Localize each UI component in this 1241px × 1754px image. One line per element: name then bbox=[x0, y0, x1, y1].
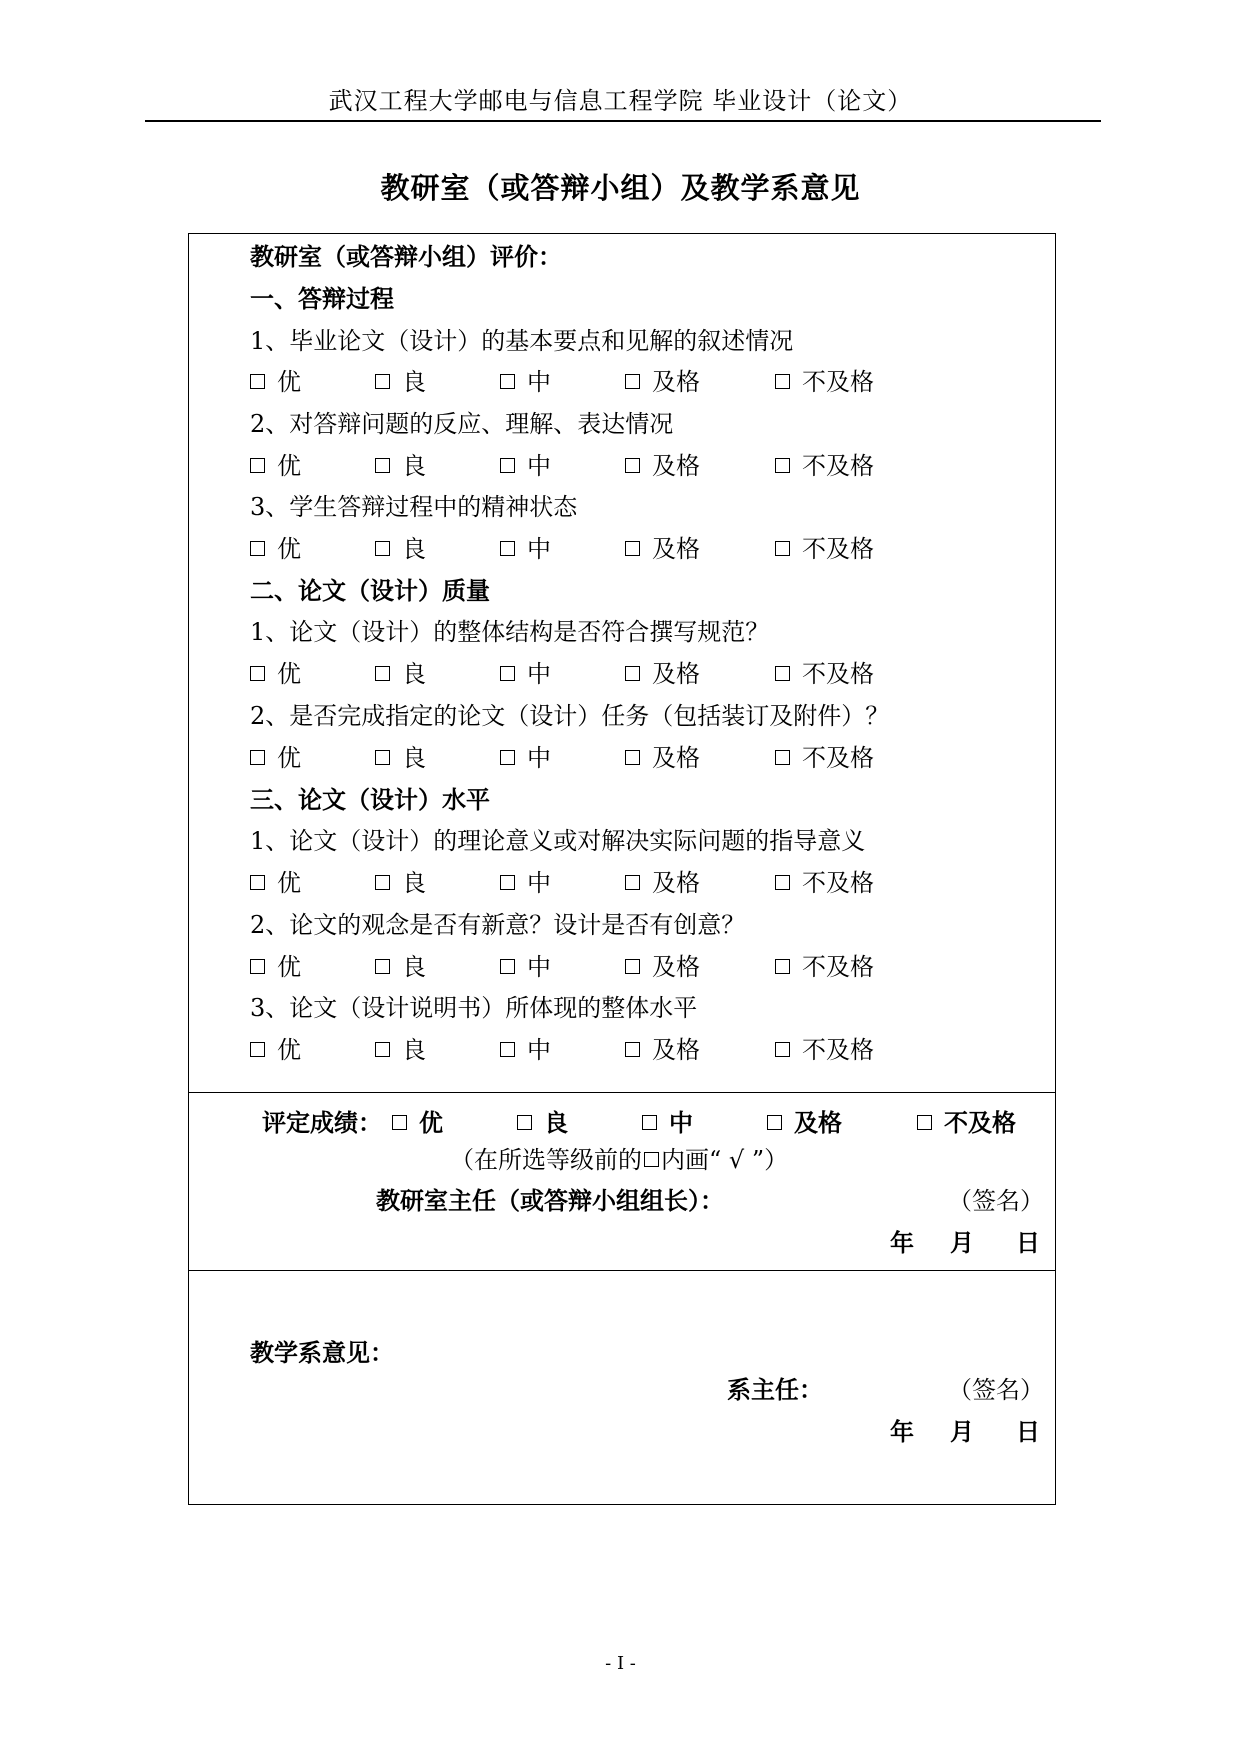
grade-instruction-note bbox=[450, 1145, 788, 1175]
checkbox-icon[interactable] bbox=[375, 666, 390, 681]
checkbox-icon[interactable] bbox=[500, 1042, 515, 1057]
director-signature: （签名） bbox=[948, 1187, 1044, 1215]
criterion-item: 2、论文的观念是否有新意？设计是否有创意？ bbox=[250, 911, 746, 939]
grade-option[interactable] bbox=[625, 1035, 700, 1065]
grade-option[interactable] bbox=[500, 367, 551, 397]
table-divider-1 bbox=[188, 1092, 1056, 1093]
grade-option-label: 良 bbox=[402, 535, 426, 563]
grade-option[interactable] bbox=[775, 868, 874, 898]
checkbox-icon[interactable] bbox=[250, 541, 265, 556]
grade-option[interactable] bbox=[250, 534, 301, 564]
checkbox-icon[interactable] bbox=[250, 750, 265, 765]
checkbox-icon[interactable] bbox=[775, 374, 790, 389]
checkbox-icon[interactable] bbox=[625, 959, 640, 974]
grade-option-label: 良 bbox=[402, 1036, 426, 1064]
grade-option-label: 及格 bbox=[652, 1036, 700, 1064]
final-grade-option-label: 良 bbox=[544, 1108, 568, 1137]
checkbox-icon[interactable] bbox=[375, 959, 390, 974]
grade-option-label: 及格 bbox=[652, 953, 700, 981]
grade-option[interactable] bbox=[375, 952, 426, 982]
grade-option-label: 优 bbox=[277, 953, 301, 981]
checkbox-icon[interactable] bbox=[775, 541, 790, 556]
date-month: 月 bbox=[950, 1228, 974, 1257]
grade-option-label: 良 bbox=[402, 368, 426, 396]
grade-option-label: 中 bbox=[527, 869, 551, 897]
grade-option-label: 及格 bbox=[652, 869, 700, 897]
checkbox-icon[interactable] bbox=[500, 541, 515, 556]
header-rule bbox=[145, 120, 1101, 122]
grade-option-label: 不及格 bbox=[802, 1036, 874, 1064]
grade-option[interactable] bbox=[375, 868, 426, 898]
checkbox-icon[interactable] bbox=[775, 458, 790, 473]
checkbox-icon[interactable] bbox=[375, 750, 390, 765]
grade-option-label: 及格 bbox=[652, 660, 700, 688]
grade-option-label: 良 bbox=[402, 869, 426, 897]
grade-option-label: 良 bbox=[402, 660, 426, 688]
checkbox-icon[interactable] bbox=[775, 875, 790, 890]
checkbox-icon[interactable] bbox=[517, 1115, 532, 1130]
checkbox-icon[interactable] bbox=[375, 1042, 390, 1057]
page-number: - I - bbox=[605, 1653, 636, 1674]
grade-option-label: 优 bbox=[277, 869, 301, 897]
checkbox-icon[interactable] bbox=[775, 666, 790, 681]
checkbox-icon[interactable] bbox=[625, 666, 640, 681]
grade-option-label: 优 bbox=[277, 744, 301, 772]
checkbox-icon[interactable] bbox=[250, 666, 265, 681]
grade-option-label: 不及格 bbox=[802, 535, 874, 563]
grade-option[interactable] bbox=[500, 534, 551, 564]
criterion-item: 1、论文（设计）的理论意义或对解决实际问题的指导意义 bbox=[250, 827, 866, 855]
grade-option[interactable] bbox=[250, 367, 301, 397]
final-grade-label: 评定成绩： bbox=[262, 1108, 382, 1137]
final-grade-option[interactable] bbox=[767, 1107, 842, 1139]
checkbox-icon[interactable] bbox=[625, 875, 640, 890]
grade-option-label: 及格 bbox=[652, 744, 700, 772]
section-title: 二、论文（设计）质量 bbox=[250, 576, 490, 605]
criterion-item: 3、学生答辩过程中的精神状态 bbox=[250, 493, 578, 521]
checkbox-icon[interactable] bbox=[642, 1115, 657, 1130]
grade-option-label: 中 bbox=[527, 744, 551, 772]
grade-option-label: 不及格 bbox=[802, 953, 874, 981]
section-title: 三、论文（设计）水平 bbox=[250, 785, 490, 814]
grade-option-label: 优 bbox=[277, 452, 301, 480]
checkbox-icon[interactable] bbox=[775, 959, 790, 974]
checkbox-icon[interactable] bbox=[375, 541, 390, 556]
grade-option[interactable] bbox=[625, 451, 700, 481]
grade-option-label: 中 bbox=[527, 452, 551, 480]
checkbox-icon[interactable] bbox=[250, 458, 265, 473]
grade-option[interactable] bbox=[625, 659, 700, 689]
grade-option-label: 中 bbox=[527, 953, 551, 981]
grade-option-label: 及格 bbox=[652, 368, 700, 396]
checkbox-icon[interactable] bbox=[375, 374, 390, 389]
checkbox-icon[interactable] bbox=[392, 1115, 407, 1130]
checkbox-icon[interactable] bbox=[625, 1042, 640, 1057]
grade-option-label: 不及格 bbox=[802, 660, 874, 688]
criterion-item: 2、是否完成指定的论文（设计）任务（包括装订及附件）？ bbox=[250, 702, 890, 730]
grade-option-label: 中 bbox=[527, 368, 551, 396]
grade-option-label: 良 bbox=[402, 452, 426, 480]
checkbox-icon[interactable] bbox=[500, 666, 515, 681]
checkbox-icon[interactable] bbox=[500, 458, 515, 473]
grade-option[interactable] bbox=[775, 451, 874, 481]
grade-option-label: 良 bbox=[402, 953, 426, 981]
grade-option[interactable] bbox=[775, 534, 874, 564]
checkbox-icon[interactable] bbox=[625, 750, 640, 765]
checkbox-icon[interactable] bbox=[375, 458, 390, 473]
grade-option[interactable] bbox=[625, 367, 700, 397]
grade-option[interactable] bbox=[250, 952, 301, 982]
checkbox-icon[interactable] bbox=[917, 1115, 932, 1130]
grade-options-row bbox=[250, 952, 950, 982]
grade-option-label: 不及格 bbox=[802, 744, 874, 772]
grade-options-row bbox=[250, 367, 950, 397]
grade-options-row bbox=[250, 1035, 950, 1065]
grade-option[interactable] bbox=[250, 659, 301, 689]
final-grade-option-label: 优 bbox=[419, 1108, 443, 1137]
checkbox-icon[interactable] bbox=[250, 1042, 265, 1057]
checkbox-icon[interactable] bbox=[500, 875, 515, 890]
final-grade-option[interactable] bbox=[917, 1107, 1016, 1139]
grade-option[interactable] bbox=[775, 743, 874, 773]
checkbox-icon[interactable] bbox=[775, 1042, 790, 1057]
grade-option[interactable] bbox=[775, 952, 874, 982]
department-head-label: 系主任： bbox=[727, 1375, 823, 1404]
grade-option[interactable] bbox=[250, 868, 301, 898]
note-suffix: 内画“ √ ”） bbox=[661, 1146, 789, 1174]
grade-option-label: 优 bbox=[277, 1036, 301, 1064]
checkbox-icon[interactable] bbox=[625, 374, 640, 389]
checkbox-icon[interactable] bbox=[625, 541, 640, 556]
grade-option-label: 优 bbox=[277, 660, 301, 688]
final-grade-option[interactable] bbox=[642, 1107, 693, 1139]
grade-option[interactable] bbox=[500, 451, 551, 481]
grade-option-label: 中 bbox=[527, 660, 551, 688]
grade-option-label: 及格 bbox=[652, 535, 700, 563]
grade-option[interactable] bbox=[500, 1035, 551, 1065]
checkbox-icon[interactable] bbox=[500, 374, 515, 389]
date-year: 年 bbox=[890, 1228, 914, 1257]
note-prefix: （在所选等级前的 bbox=[450, 1146, 642, 1174]
grade-option[interactable] bbox=[250, 743, 301, 773]
grade-option[interactable] bbox=[375, 367, 426, 397]
checkbox-icon[interactable] bbox=[767, 1115, 782, 1130]
grade-option[interactable] bbox=[625, 952, 700, 982]
grade-option-label: 及格 bbox=[652, 452, 700, 480]
grade-option[interactable] bbox=[500, 743, 551, 773]
checkbox-icon[interactable] bbox=[500, 750, 515, 765]
director-label: 教研室主任（或答辩小组组长）： bbox=[376, 1186, 724, 1215]
grade-option[interactable] bbox=[375, 1035, 426, 1065]
criterion-item: 3、论文（设计说明书）所体现的整体水平 bbox=[250, 994, 698, 1022]
grade-option[interactable] bbox=[775, 1035, 874, 1065]
criterion-item: 1、论文（设计）的整体结构是否符合撰写规范？ bbox=[250, 618, 770, 646]
checkbox-icon[interactable] bbox=[500, 959, 515, 974]
final-grade-option-label: 中 bbox=[669, 1108, 693, 1137]
grade-option[interactable] bbox=[250, 451, 301, 481]
grade-option[interactable] bbox=[625, 868, 700, 898]
grade-option-label: 中 bbox=[527, 1036, 551, 1064]
grade-option[interactable] bbox=[250, 1035, 301, 1065]
grade-option[interactable] bbox=[500, 952, 551, 982]
final-grade-option[interactable] bbox=[517, 1107, 568, 1139]
grade-options-row bbox=[250, 451, 950, 481]
document-title: 教研室（或答辩小组）及教学系意见 bbox=[380, 171, 861, 205]
final-grade-option[interactable] bbox=[392, 1107, 443, 1139]
dept-date-day: 日 bbox=[1016, 1417, 1040, 1446]
checkbox-icon[interactable] bbox=[775, 750, 790, 765]
grade-option[interactable] bbox=[500, 868, 551, 898]
checkbox-icon[interactable] bbox=[250, 875, 265, 890]
grade-options-row bbox=[250, 659, 950, 689]
grade-option[interactable] bbox=[775, 367, 874, 397]
grade-options-row bbox=[250, 868, 950, 898]
section-title: 一、答辩过程 bbox=[250, 284, 394, 313]
checkbox-icon[interactable] bbox=[250, 959, 265, 974]
grade-option-label: 不及格 bbox=[802, 368, 874, 396]
final-grade-row bbox=[262, 1107, 1042, 1139]
checkbox-icon[interactable] bbox=[250, 374, 265, 389]
grade-option-label: 中 bbox=[527, 535, 551, 563]
dept-date-year: 年 bbox=[890, 1417, 914, 1446]
grade-option-label: 不及格 bbox=[802, 452, 874, 480]
date-day: 日 bbox=[1016, 1228, 1040, 1257]
grade-options-row bbox=[250, 534, 950, 564]
checkbox-icon bbox=[644, 1152, 659, 1167]
page-header: 武汉工程大学邮电与信息工程学院 毕业设计（论文） bbox=[328, 87, 913, 115]
grade-option[interactable] bbox=[775, 659, 874, 689]
grade-option[interactable] bbox=[375, 534, 426, 564]
grade-option[interactable] bbox=[625, 534, 700, 564]
criterion-item: 1、毕业论文（设计）的基本要点和见解的叙述情况 bbox=[250, 327, 794, 355]
grade-option[interactable] bbox=[375, 659, 426, 689]
department-signature: （签名） bbox=[948, 1376, 1044, 1404]
criterion-item: 2、对答辩问题的反应、理解、表达情况 bbox=[250, 410, 674, 438]
checkbox-icon[interactable] bbox=[625, 458, 640, 473]
dept-date-month: 月 bbox=[950, 1417, 974, 1446]
grade-option[interactable] bbox=[375, 743, 426, 773]
grade-options-row bbox=[250, 743, 950, 773]
checkbox-icon[interactable] bbox=[375, 875, 390, 890]
final-grade-option-label: 及格 bbox=[794, 1108, 842, 1137]
final-grade-option-label: 不及格 bbox=[944, 1108, 1016, 1137]
grade-option-label: 优 bbox=[277, 368, 301, 396]
table-divider-2 bbox=[188, 1270, 1056, 1271]
grade-option-label: 不及格 bbox=[802, 869, 874, 897]
grade-option[interactable] bbox=[500, 659, 551, 689]
grade-option[interactable] bbox=[375, 451, 426, 481]
grade-option[interactable] bbox=[625, 743, 700, 773]
evaluation-heading: 教研室（或答辩小组）评价： bbox=[250, 242, 562, 271]
department-heading: 教学系意见： bbox=[250, 1338, 394, 1367]
grade-option-label: 优 bbox=[277, 535, 301, 563]
grade-option-label: 良 bbox=[402, 744, 426, 772]
